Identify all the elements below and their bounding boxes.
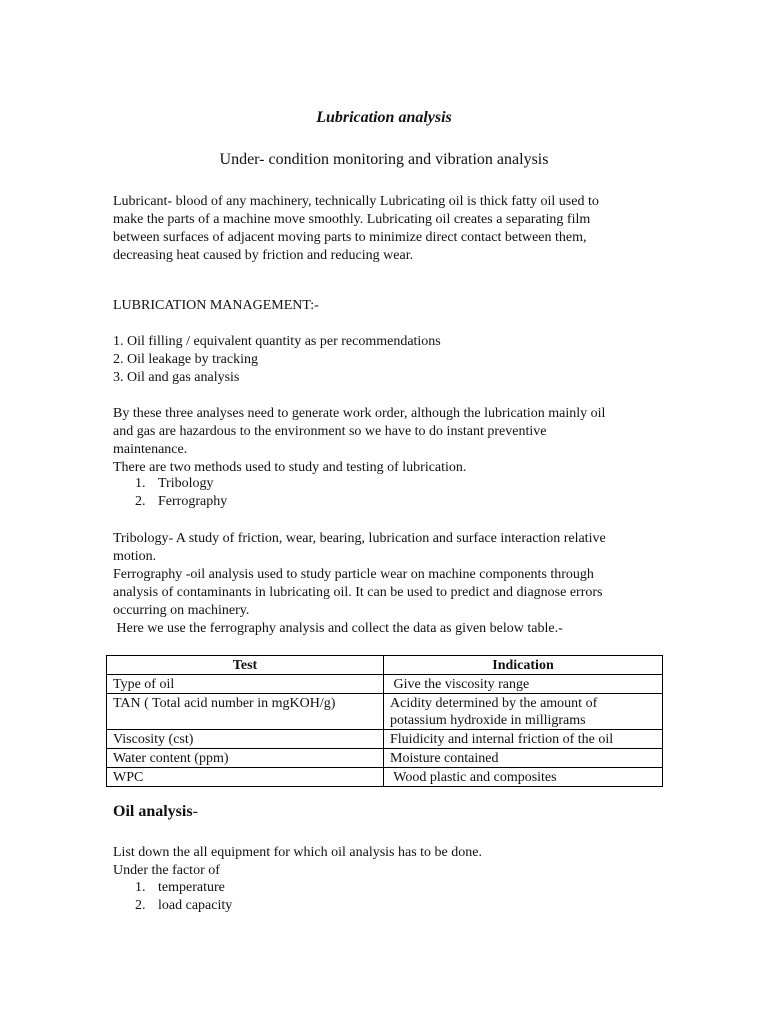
table-row [107,749,663,768]
intro-paragraph [113,193,643,265]
text-line: occurring on machinery. [113,603,250,618]
text-line: and gas are hazardous to the environment so we have to do instant preventive [113,424,547,439]
column-header-indication: Indication [384,656,663,675]
list-item [135,897,665,915]
table-cell: Acidity determined by the amount of potassium hydroxide in milligrams [384,694,663,730]
list-text: Tribology [158,476,214,491]
table-cell: Type of oil [107,675,384,694]
table-cell: Moisture contained [384,749,663,768]
text-line: Here we use the ferrography analysis and collect the data as given below table.- [113,621,563,636]
table-row [107,694,663,730]
table-cell: Water content (ppm) [107,749,384,768]
table-cell: Wood plastic and composites [384,768,663,787]
text-line: Lubricant- blood of any machinery, technically Lubricating oil is thick fatty oil used to [113,194,599,209]
list-text: Ferrography [158,494,228,509]
text-line: make the parts of a machine move smoothly. Lubricating oil creates a separating film [113,212,591,227]
table-cell: Viscosity (cst) [107,730,384,749]
table-row [107,730,663,749]
list-number: 2. [135,494,146,509]
text-line: Tribology- A study of friction, wear, bearing, lubrication and surface interaction relative [113,531,606,546]
list-item: 3. Oil and gas analysis [113,370,240,385]
methods-list [135,475,665,511]
oil-analysis-heading-text: Oil analysis [113,803,193,820]
oil-analysis-heading-dash: - [192,803,198,820]
list-text: temperature [158,880,225,895]
management-list [113,333,643,387]
table-cell: TAN ( Total acid number in mgKOH/g) [107,694,384,730]
list-item: 1. Oil filling / equivalent quantity as per recommendations [113,334,441,349]
list-text: load capacity [158,898,233,913]
table-cell: WPC [107,768,384,787]
text-line: Ferrography -oil analysis used to study particle wear on machine components through [113,567,594,582]
table-header-row [107,656,663,675]
definitions-paragraph [113,530,643,638]
list-item [135,493,665,511]
text-line: There are two methods used to study and testing of lubrication. [113,460,467,475]
column-header-test: Test [107,656,384,675]
text-line: Under the factor of [113,863,220,878]
oil-analysis-heading [113,803,198,821]
text-line: By these three analyses need to generate work order, although the lubrication mainly oil [113,406,606,421]
management-heading: LUBRICATION MANAGEMENT:- [113,298,319,313]
text-line: List down the all equipment for which oil analysis has to be done. [113,845,482,860]
text-line: decreasing heat caused by friction and reducing wear. [113,248,414,263]
ferrography-table [106,655,663,787]
list-item [135,475,665,493]
text-line: maintenance. [113,442,188,457]
factors-list [135,879,665,915]
text-line: motion. [113,549,157,564]
table-cell: Give the viscosity range [384,675,663,694]
table-row [107,768,663,787]
document-title: Lubrication analysis [316,109,452,126]
table-row [107,675,663,694]
table-cell: Fluidicity and internal friction of the oil [384,730,663,749]
list-number: 2. [135,898,146,913]
text-line: analysis of contaminants in lubricating oil. It can be used to predict and diagnose errors [113,585,603,600]
list-item [135,879,665,897]
oil-analysis-paragraph [113,844,643,880]
text-line: between surfaces of adjacent moving parts to minimize direct contact between them, [113,230,587,245]
list-number: 1. [135,880,146,895]
list-number: 1. [135,476,146,491]
document-subtitle: Under- condition monitoring and vibration analysis [219,151,549,168]
analyses-paragraph [113,405,643,477]
list-item: 2. Oil leakage by tracking [113,352,259,367]
